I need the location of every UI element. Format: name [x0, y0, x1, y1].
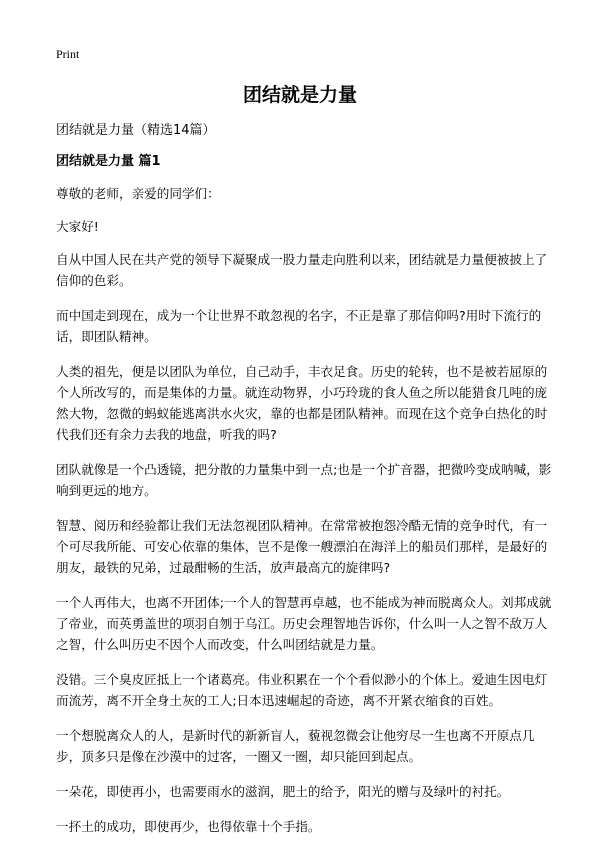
paragraph: 一个人再伟大，也离不开团体;一个人的智慧再卓越，也不能成为神而脱离众人。刘邦成就了帝业，而英勇盖世的项羽自刎于乌江。历史会理智地告诉你，什么叫一人之智不敌万人之智，什么叫历史不因个人而改变，什么叫团结就是力量。 [56, 595, 552, 652]
document-title: 团结就是力量 [242, 84, 357, 106]
paragraph: 智慧、阅历和经验都让我们无法忽视团队精神。在常常被抱怨冷酷无情的竞争时代，有一个可尽我所能、可安心依靠的集体，岂不是像一艘漂泊在海洋上的船员们那样，是最好的朋友，最铁的兄弟，过最酣畅的生活，放声最高亢的旋律吗? [56, 518, 548, 575]
article-body [56, 183, 552, 851]
paragraph: 而中国走到现在，成为一个让世界不敢忽视的名字，不正是靠了那信仰吗?用时下流行的话，即团队精神。 [56, 308, 542, 344]
paragraph: 一抔土的成功，即使再少，也得依靠十个手指。 [56, 819, 321, 834]
paragraph: 自从中国人民在共产党的领导下凝聚成一股力量走向胜利以来，团结就是力量便被披上了信仰的色彩。 [56, 252, 548, 288]
paragraph: 人类的祖先，便是以团队为单位，自己动手，丰衣足食。历史的轮转，也不是被若屈原的个人所改写的，而是集体的力量。就连动物界，小巧玲珑的食人鱼之所以能猎食几吨的庞然大物，忽微的蚂蚁能逃离洪水火灾，靠的也都是团队精神。而现在这个竞争白热化的时代我们还有余力去我的地盘，听我的吗? [56, 364, 548, 442]
paragraph: 尊敬的老师，亲爱的同学们： [56, 186, 220, 201]
paragraph: 一个想脱离众人的人，是新时代的新新盲人，藐视忽微会让他穷尽一生也离不开原点几步，顶多只是像在沙漠中的过客，一圈又一圈，却只能回到起点。 [56, 728, 535, 764]
section-heading: 团结就是力量 篇1 [56, 154, 161, 169]
document-subtitle: 团结就是力量（精选14篇） [56, 123, 216, 138]
paragraph: 一朵花，即使再小，也需要雨水的滋润，肥土的给予，阳光的赠与及绿叶的衬托。 [56, 784, 510, 799]
print-label[interactable]: Print [56, 47, 80, 61]
paragraph: 团队就像是一个凸透镜，把分散的力量集中到一点;也是一个扩音器，把微吟变成呐喊，影响到更远的地方。 [56, 462, 552, 498]
paragraph: 没错。三个臭皮匠抵上一个诸葛亮。伟业积累在一个个看似渺小的个体上。爱迪生因电灯而流芳，离不开全身土灰的工人;日本迅速崛起的奇迹，离不开紧衣缩食的百姓。 [56, 672, 548, 708]
paragraph: 大家好! [56, 219, 99, 234]
